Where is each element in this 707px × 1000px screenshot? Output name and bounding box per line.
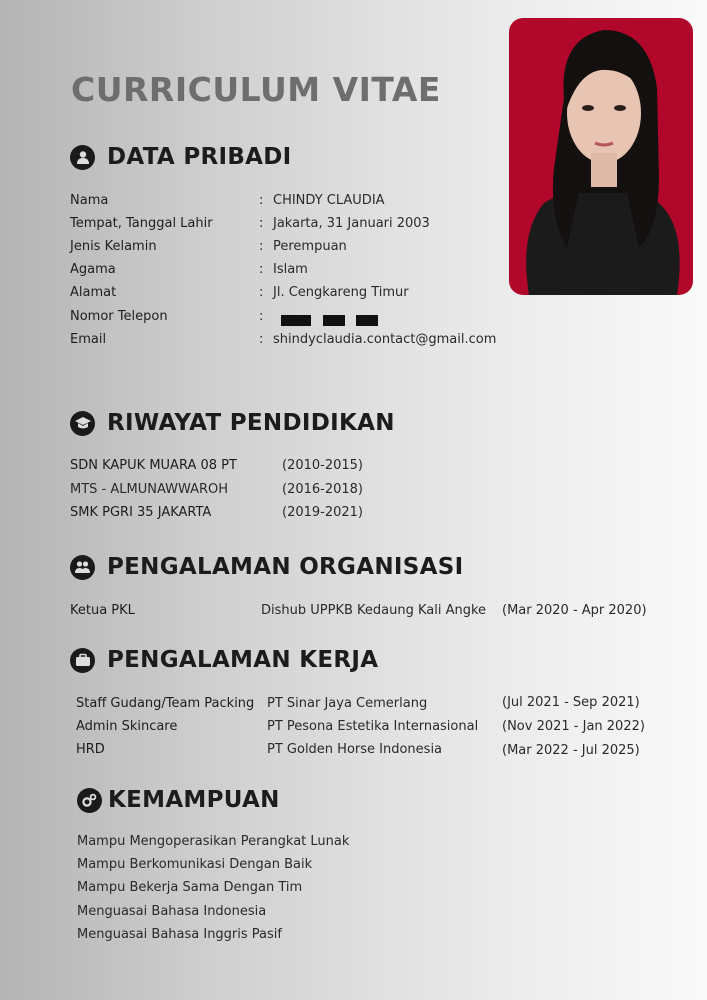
school-name: MTS - ALMUNAWWAROH (70, 482, 229, 497)
school-years: (2019-2021) (282, 505, 364, 520)
section-organization-header (70, 554, 463, 580)
job-company: PT Pesona Estetika Internasional (267, 719, 479, 734)
field-label: Email (70, 332, 107, 347)
skill-item: Mampu Bekerja Sama Dengan Tim (77, 880, 303, 895)
org-place: Dishub UPPKB Kedaung Kali Angke (261, 603, 487, 618)
field-separator: : (259, 285, 264, 300)
skill-item: Mampu Berkomunikasi Dengan Baik (77, 857, 313, 872)
field-label: Tempat, Tanggal Lahir (70, 216, 213, 231)
section-skills-header (77, 787, 280, 813)
job-period: (Jul 2021 - Sep 2021) (502, 695, 640, 710)
section-personal-header (70, 144, 292, 170)
school-name: SDN KAPUK MUARA 08 PT (70, 458, 237, 473)
org-period: (Mar 2020 - Apr 2020) (502, 603, 647, 618)
field-separator: : (259, 262, 264, 277)
skill-item: Menguasai Bahasa Inggris Pasif (77, 927, 282, 942)
section-work-header (70, 647, 378, 673)
job-role: Staff Gudang/Team Packing (76, 696, 255, 711)
section-title: PENGALAMAN ORGANISASI (107, 554, 464, 580)
field-value: CHINDY CLAUDIA (273, 193, 385, 208)
school-years: (2016-2018) (282, 482, 364, 497)
field-value: Perempuan (273, 239, 347, 254)
field-separator: : (259, 216, 264, 231)
section-education-header (70, 410, 395, 436)
profile-photo (509, 18, 693, 295)
field-value: Islam (273, 262, 308, 277)
section-title: DATA PRIBADI (107, 144, 292, 170)
field-value: Jl. Cengkareng Timur (273, 285, 409, 300)
job-role: HRD (76, 742, 105, 757)
section-title: RIWAYAT PENDIDIKAN (107, 410, 395, 436)
field-separator: : (259, 332, 264, 347)
job-role: Admin Skincare (76, 719, 178, 734)
skill-item: Mampu Mengoperasikan Perangkat Lunak (77, 834, 350, 849)
section-title: KEMAMPUAN (108, 787, 280, 813)
job-company: PT Sinar Jaya Cemerlang (267, 696, 428, 711)
field-label: Jenis Kelamin (70, 239, 157, 254)
job-company: PT Golden Horse Indonesia (267, 742, 443, 757)
field-label: Agama (70, 262, 116, 277)
school-years: (2010-2015) (282, 458, 364, 473)
job-period: (Mar 2022 - Jul 2025) (502, 743, 640, 758)
field-separator: : (259, 193, 264, 208)
group-icon (70, 555, 95, 580)
job-period: (Nov 2021 - Jan 2022) (502, 719, 645, 734)
school-name: SMK PGRI 35 JAKARTA (70, 505, 212, 520)
section-title: PENGALAMAN KERJA (107, 647, 379, 673)
redaction-bar (323, 315, 345, 326)
field-separator: : (259, 309, 264, 324)
redaction-bar (356, 315, 378, 326)
briefcase-icon (70, 648, 95, 673)
field-separator: : (259, 239, 264, 254)
redaction-bar (281, 315, 311, 326)
user-icon (70, 145, 95, 170)
org-role: Ketua PKL (70, 603, 135, 618)
field-value: Jakarta, 31 Januari 2003 (273, 216, 430, 231)
field-label: Alamat (70, 285, 117, 300)
field-label: Nama (70, 193, 109, 208)
field-value: shindyclaudia.contact@gmail.com (273, 332, 497, 347)
field-label: Nomor Telepon (70, 309, 168, 324)
graduation-cap-icon (70, 411, 95, 436)
gears-icon (77, 788, 102, 813)
skill-item: Menguasai Bahasa Indonesia (77, 904, 267, 919)
cv-title: CURRICULUM VITAE (71, 70, 441, 109)
